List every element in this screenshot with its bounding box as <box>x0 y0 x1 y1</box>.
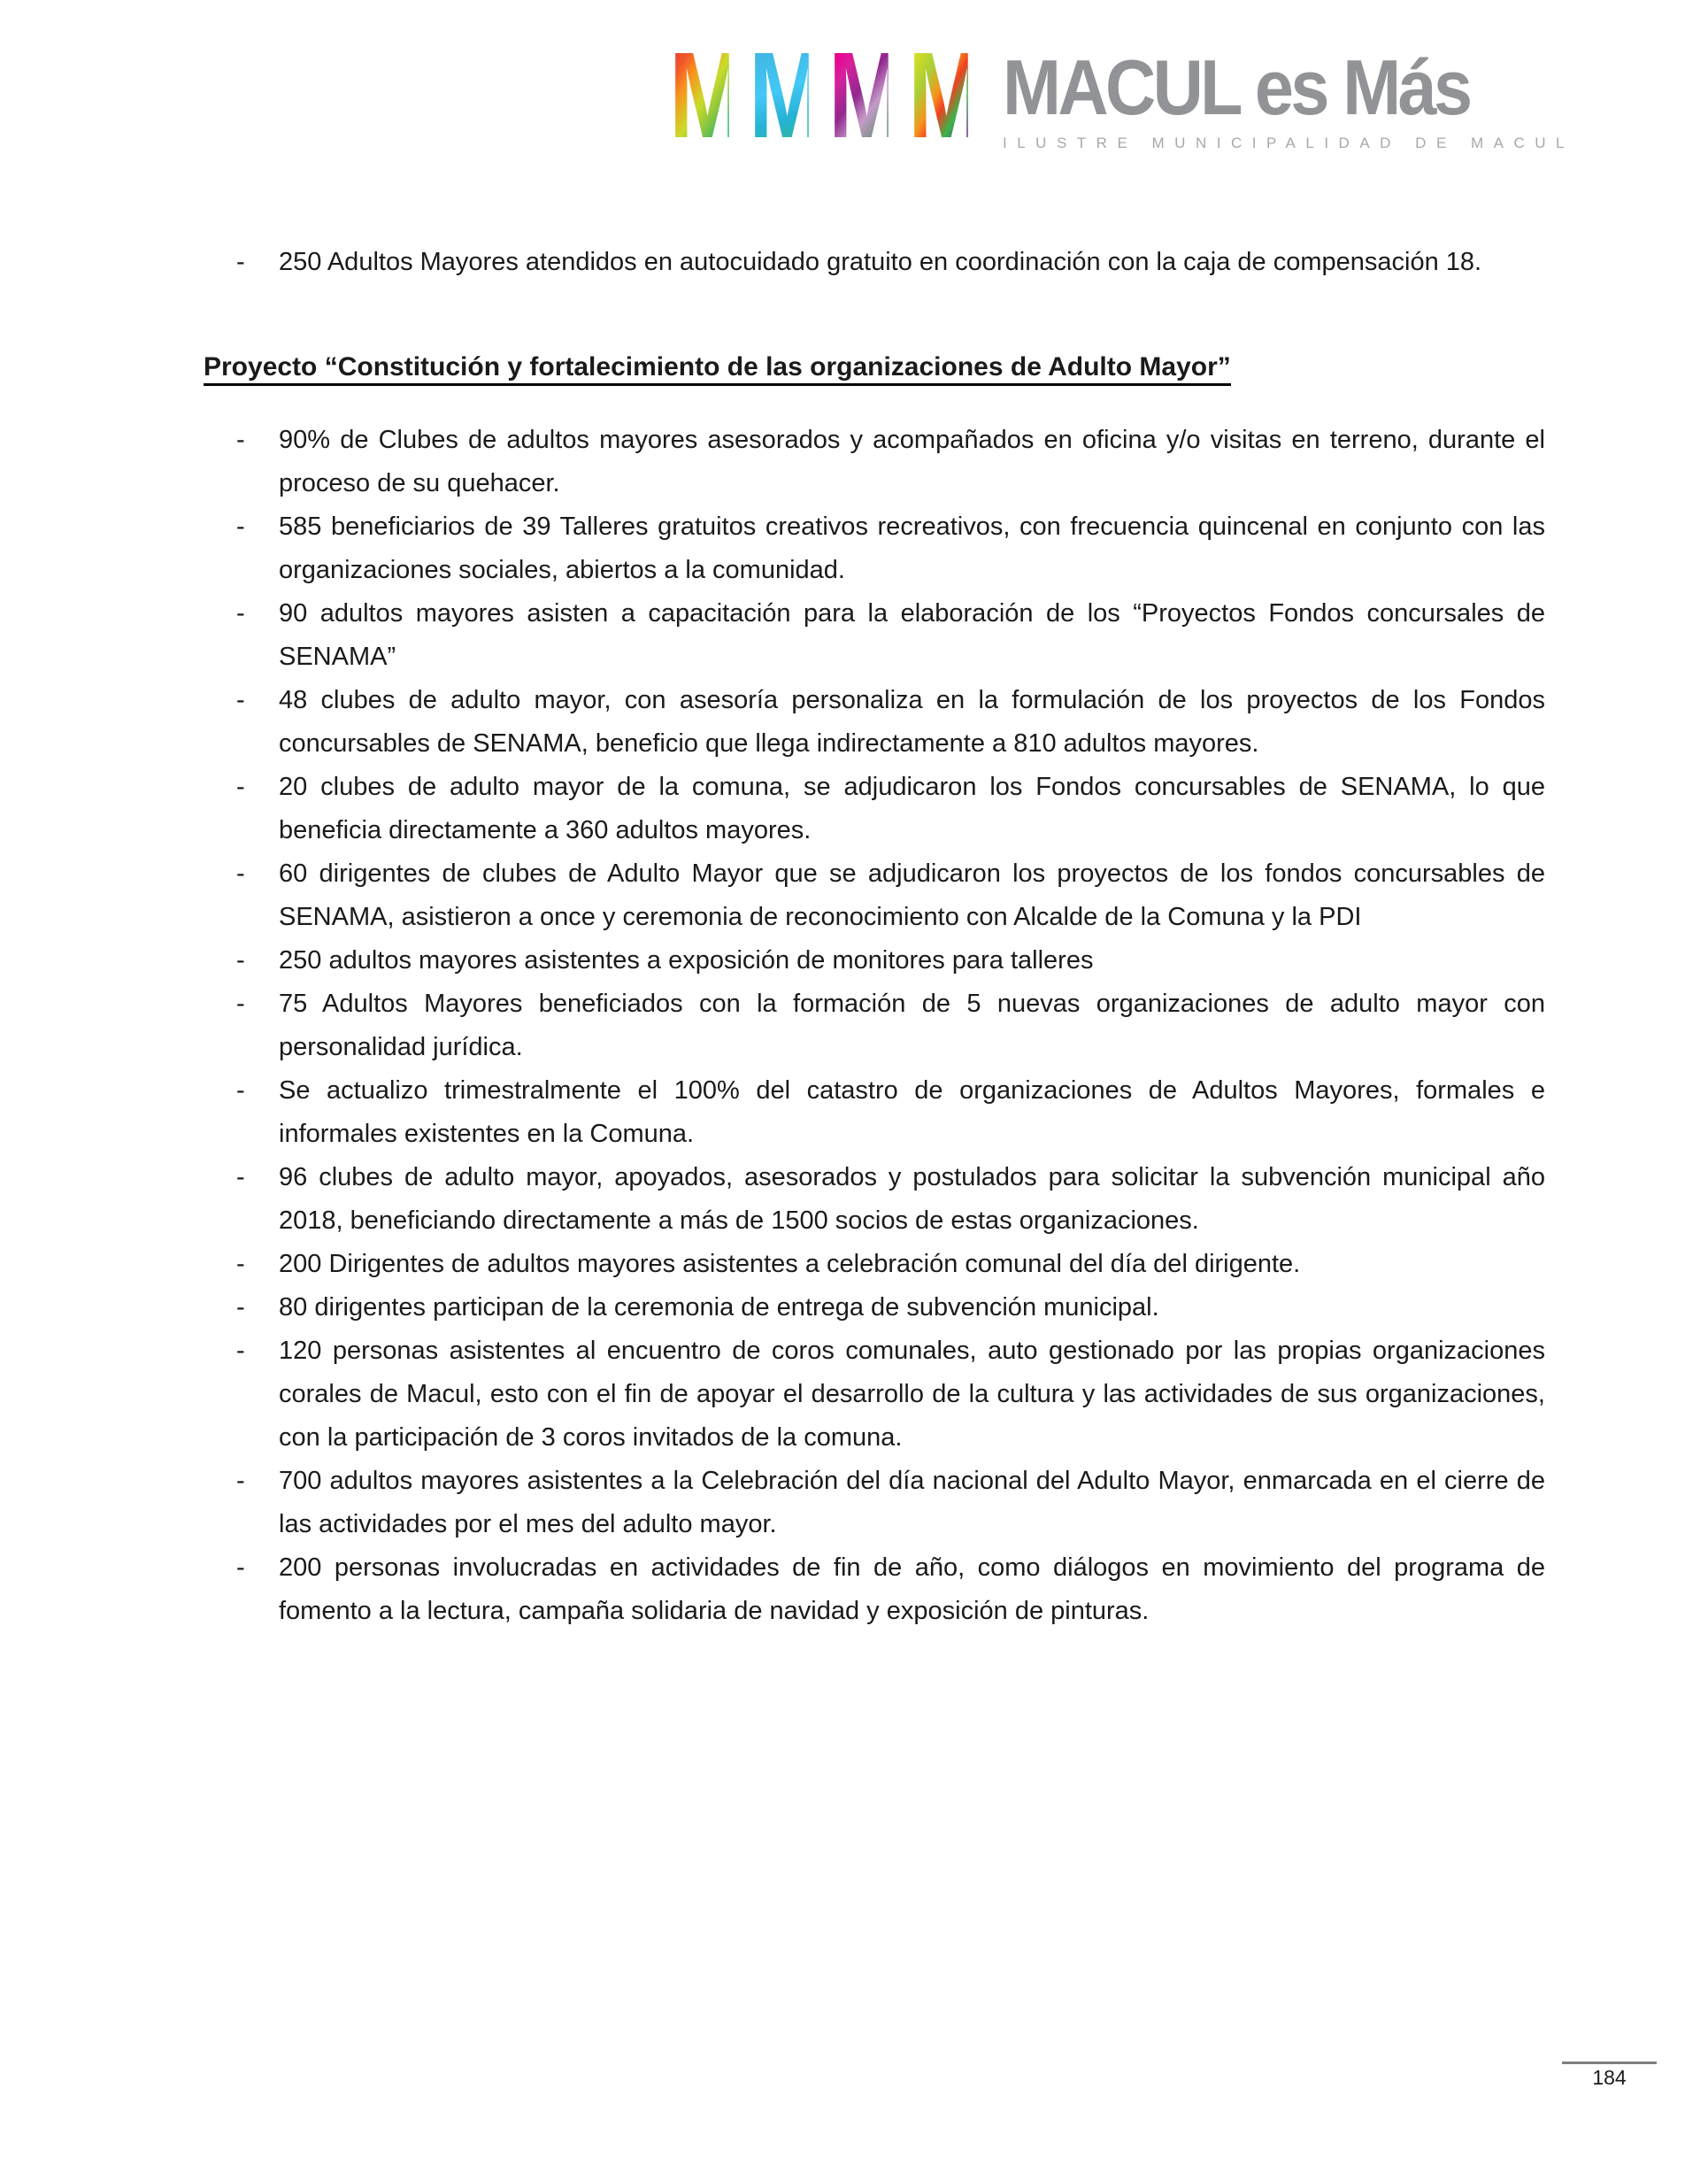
list-item: - 120 personas asistentes al encuentro de coros comunales, auto gestionado por las propias organizaciones corales de Macul, esto con el fin de apoyar el desarrollo de la cultura y las actividades de sus organizaciones, con la participación de 3 coros invitados de la comuna. <box>204 1329 1545 1460</box>
list-item: - 250 adultos mayores asistentes a exposición de monitores para talleres <box>204 939 1545 983</box>
logo-m-icon: M <box>908 27 985 164</box>
list-item: - Se actualizo trimestralmente el 100% del catastro de organizaciones de Adultos Mayores, formales e informales existentes en la Comuna. <box>204 1069 1545 1156</box>
logo-text <box>1003 43 1575 152</box>
list-item: - 48 clubes de adulto mayor, con asesoría personaliza en la formulación de los proyectos de los Fondos concursables de SENAMA, beneficio que llega indirectamente a 810 adultos mayores. <box>204 679 1545 766</box>
municipality-logo <box>659 27 1575 164</box>
list-item: - 585 beneficiarios de 39 Talleres gratuitos creativos recreativos, con frecuencia quincenal en conjunto con las organizaciones sociales, abiertos a la comunidad. <box>204 505 1545 592</box>
section-heading-text: Proyecto “Constitución y fortalecimiento de las organizaciones de Adulto Mayor” <box>204 352 1231 386</box>
list-item: - 60 dirigentes de clubes de Adulto Mayor que se adjudicaron los proyectos de los fondos concursables de SENAMA, asistieron a once y ceremonia de reconocimiento con Alcalde de la Comuna y la PDI <box>204 852 1545 939</box>
list-item: - 20 clubes de adulto mayor de la comuna, se adjudicaron los Fondos concursables de SENAMA, lo que beneficia directamente a 360 adultos mayores. <box>204 766 1545 852</box>
logo-m-icon: M <box>749 27 826 164</box>
list-item: - 200 personas involucradas en actividades de fin de año, como diálogos en movimiento del programa de fomento a la lectura, campaña solidaria de navidad y exposición de pinturas. <box>204 1546 1545 1633</box>
list-item: - 80 dirigentes participan de la ceremonia de entrega de subvención municipal. <box>204 1286 1545 1329</box>
section-bullet-list <box>204 419 1545 1633</box>
list-item: - 96 clubes de adulto mayor, apoyados, asesorados y postulados para solicitar la subvención municipal año 2018, beneficiando directamente a más de 1500 socios de estas organizaciones. <box>204 1156 1545 1243</box>
list-item: - 250 Adultos Mayores atendidos en autocuidado gratuito en coordinación con la caja de compensación 18. <box>204 241 1545 284</box>
list-item: - 75 Adultos Mayores beneficiados con la formación de 5 nuevas organizaciones de adulto mayor con personalidad jurídica. <box>204 983 1545 1069</box>
page-number: 184 <box>1562 2062 1657 2090</box>
list-item: - 700 adultos mayores asistentes a la Celebración del día nacional del Adulto Mayor, enmarcada en el cierre de las actividades por el mes del adulto mayor. <box>204 1460 1545 1546</box>
logo-m-icon: M <box>828 27 905 164</box>
logo-mmmm-icon <box>659 27 985 164</box>
list-item: - 90% de Clubes de adultos mayores asesorados y acompañados en oficina y/o visitas en terreno, durante el proceso de su quehacer. <box>204 419 1545 505</box>
logo-m-icon: M <box>669 27 746 164</box>
list-item: - 200 Dirigentes de adultos mayores asistentes a celebración comunal del día del dirigente. <box>204 1243 1545 1286</box>
section-heading <box>204 350 1545 385</box>
logo-wordmark: MACUL es Más <box>1003 43 1470 131</box>
logo-tagline: ILUSTRE MUNICIPALIDAD DE MACUL <box>1003 135 1575 151</box>
list-item: - 90 adultos mayores asisten a capacitación para la elaboración de los “Proyectos Fondos concursales de SENAMA” <box>204 592 1545 679</box>
document-body <box>204 241 1545 1633</box>
intro-bullet-list <box>204 241 1545 284</box>
